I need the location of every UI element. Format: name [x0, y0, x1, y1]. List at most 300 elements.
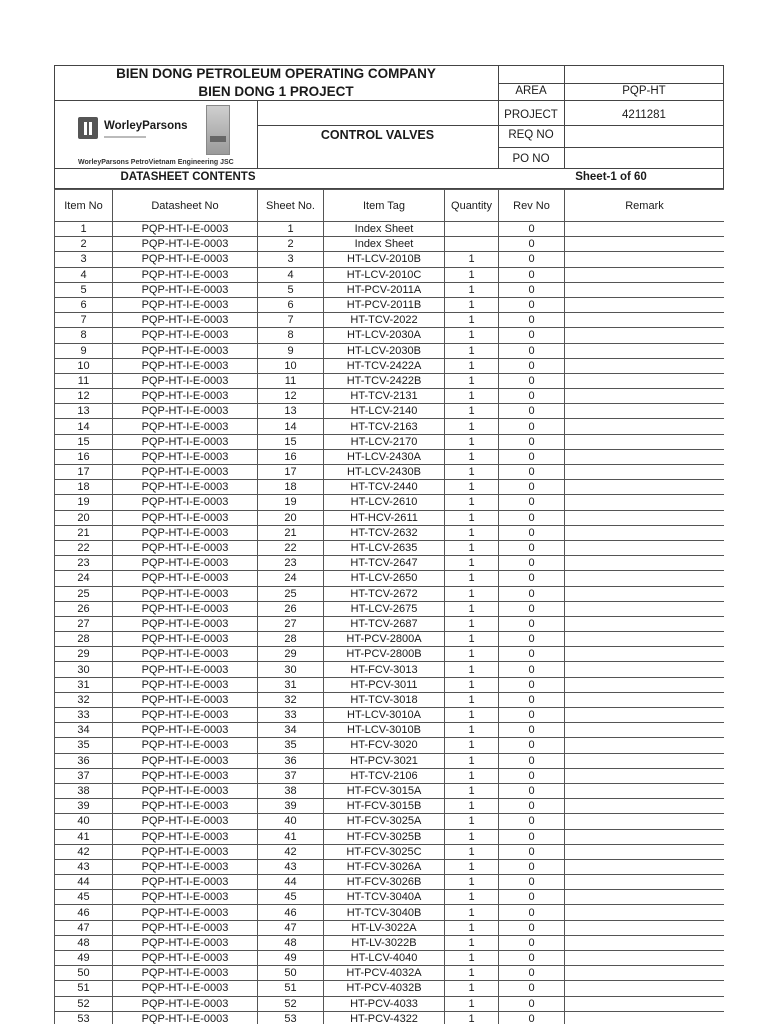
item-tag-cell: HT-LV-3022B: [324, 935, 445, 950]
quantity-cell: 1: [445, 844, 499, 859]
table-row: [55, 753, 725, 768]
remark-cell: [565, 662, 725, 677]
rev-no-cell: 0: [499, 951, 565, 966]
table-row: [55, 222, 725, 237]
sheet-no-cell: 10: [258, 358, 324, 373]
quantity-cell: 1: [445, 449, 499, 464]
document-title: CONTROL VALVES: [320, 128, 435, 142]
rev-no-cell: 0: [499, 905, 565, 920]
item-tag-cell: HT-TCV-3040A: [324, 890, 445, 905]
item-tag-cell: HT-FCV-3015A: [324, 783, 445, 798]
quantity-cell: 1: [445, 829, 499, 844]
item-no-cell: 18: [55, 480, 113, 495]
table-row: [55, 434, 725, 449]
sheet-no-cell: 26: [258, 601, 324, 616]
worleyparsons-logo: [78, 117, 202, 145]
datasheet-no-cell: PQP-HT-I-E-0003: [113, 1011, 258, 1024]
quantity-cell: 1: [445, 935, 499, 950]
item-tag-cell: Index Sheet: [324, 222, 445, 237]
quantity-cell: 1: [445, 753, 499, 768]
item-tag-cell: HT-TCV-2022: [324, 313, 445, 328]
rev-no-cell: 0: [499, 282, 565, 297]
sheet-no-cell: 16: [258, 449, 324, 464]
rev-no-cell: 0: [499, 571, 565, 586]
sheet-no-cell: 50: [258, 966, 324, 981]
table-row: [55, 920, 725, 935]
item-tag-cell: HT-LCV-2010B: [324, 252, 445, 267]
datasheet-no-cell: PQP-HT-I-E-0003: [113, 981, 258, 996]
item-tag-cell: HT-FCV-3026A: [324, 859, 445, 874]
remark-cell: [565, 1011, 725, 1024]
item-no-cell: 47: [55, 920, 113, 935]
datasheet-no-cell: PQP-HT-I-E-0003: [113, 571, 258, 586]
remark-cell: [565, 981, 725, 996]
rev-no-cell: 0: [499, 768, 565, 783]
remark-cell: [565, 222, 725, 237]
rev-no-cell: 0: [499, 723, 565, 738]
item-tag-cell: HT-FCV-3015B: [324, 799, 445, 814]
remark-cell: [565, 419, 725, 434]
project-label: PROJECT: [504, 109, 558, 121]
item-no-cell: 1: [55, 222, 113, 237]
col-header-rev-no: Rev No: [499, 190, 565, 222]
remark-cell: [565, 434, 725, 449]
rev-no-cell: 0: [499, 389, 565, 404]
rev-no-cell: 0: [499, 419, 565, 434]
quantity-cell: 1: [445, 252, 499, 267]
sheet-no-cell: 49: [258, 951, 324, 966]
remark-cell: [565, 951, 725, 966]
sheet-no-cell: 51: [258, 981, 324, 996]
table-row: [55, 905, 725, 920]
sheet-no-cell: 13: [258, 404, 324, 419]
col-header-sheet-no: Sheet No.: [258, 190, 324, 222]
sheet-no-cell: 20: [258, 510, 324, 525]
item-no-cell: 37: [55, 768, 113, 783]
quantity-cell: 1: [445, 358, 499, 373]
item-no-cell: 42: [55, 844, 113, 859]
item-no-cell: 30: [55, 662, 113, 677]
datasheet-page: [54, 65, 724, 1024]
quantity-cell: 1: [445, 434, 499, 449]
quantity-cell: 1: [445, 419, 499, 434]
item-no-cell: 12: [55, 389, 113, 404]
quantity-cell: 1: [445, 373, 499, 388]
remark-cell: [565, 783, 725, 798]
remark-cell: [565, 844, 725, 859]
sheet-no-cell: 29: [258, 647, 324, 662]
remark-cell: [565, 723, 725, 738]
quantity-cell: [445, 222, 499, 237]
rev-no-cell: 0: [499, 313, 565, 328]
table-row: [55, 373, 725, 388]
sheet-no-cell: 43: [258, 859, 324, 874]
datasheet-no-cell: PQP-HT-I-E-0003: [113, 328, 258, 343]
datasheet-no-cell: PQP-HT-I-E-0003: [113, 692, 258, 707]
remark-cell: [565, 647, 725, 662]
remark-cell: [565, 768, 725, 783]
table-row: [55, 449, 725, 464]
rev-no-cell: 0: [499, 966, 565, 981]
table-row: [55, 358, 725, 373]
item-no-cell: 34: [55, 723, 113, 738]
quantity-cell: 1: [445, 677, 499, 692]
quantity-cell: 1: [445, 692, 499, 707]
quantity-cell: 1: [445, 783, 499, 798]
table-row: [55, 768, 725, 783]
item-no-cell: 4: [55, 267, 113, 282]
project-title: BIEN DONG 1 PROJECT: [198, 84, 354, 99]
datasheet-no-cell: PQP-HT-I-E-0003: [113, 829, 258, 844]
rev-no-cell: 0: [499, 616, 565, 631]
remark-cell: [565, 343, 725, 358]
remark-cell: [565, 920, 725, 935]
logo-mark-icon: [78, 117, 98, 139]
rev-no-cell: 0: [499, 844, 565, 859]
datasheet-no-cell: PQP-HT-I-E-0003: [113, 373, 258, 388]
datasheet-no-cell: PQP-HT-I-E-0003: [113, 616, 258, 631]
item-no-cell: 51: [55, 981, 113, 996]
table-row: [55, 783, 725, 798]
remark-cell: [565, 252, 725, 267]
item-tag-cell: HT-LCV-2140: [324, 404, 445, 419]
remark-cell: [565, 875, 725, 890]
item-no-cell: 27: [55, 616, 113, 631]
datasheet-no-cell: PQP-HT-I-E-0003: [113, 783, 258, 798]
item-no-cell: 21: [55, 525, 113, 540]
datasheet-no-cell: PQP-HT-I-E-0003: [113, 449, 258, 464]
col-header-quantity: Quantity: [445, 190, 499, 222]
remark-cell: [565, 829, 725, 844]
table-row: [55, 540, 725, 555]
sheet-no-cell: 28: [258, 632, 324, 647]
table-row: [55, 692, 725, 707]
datasheet-no-cell: PQP-HT-I-E-0003: [113, 404, 258, 419]
table-row: [55, 601, 725, 616]
table-row: [55, 267, 725, 282]
rev-no-cell: 0: [499, 738, 565, 753]
rev-no-cell: 0: [499, 935, 565, 950]
datasheet-no-cell: PQP-HT-I-E-0003: [113, 343, 258, 358]
table-row: [55, 662, 725, 677]
sheet-no-cell: 31: [258, 677, 324, 692]
remark-cell: [565, 465, 725, 480]
quantity-cell: 1: [445, 996, 499, 1011]
item-tag-cell: HT-TCV-2687: [324, 616, 445, 631]
item-tag-cell: HT-LCV-2635: [324, 540, 445, 555]
table-header-row: [55, 190, 725, 222]
datasheet-no-cell: PQP-HT-I-E-0003: [113, 601, 258, 616]
quantity-cell: 1: [445, 404, 499, 419]
sheet-no-cell: 25: [258, 586, 324, 601]
rev-no-cell: 0: [499, 859, 565, 874]
table-row: [55, 1011, 725, 1024]
remark-cell: [565, 708, 725, 723]
table-row: [55, 389, 725, 404]
remark-cell: [565, 601, 725, 616]
quantity-cell: 1: [445, 708, 499, 723]
table-row: [55, 419, 725, 434]
datasheet-no-cell: PQP-HT-I-E-0003: [113, 237, 258, 252]
item-no-cell: 26: [55, 601, 113, 616]
table-row: [55, 571, 725, 586]
sheet-no-cell: 4: [258, 267, 324, 282]
item-tag-cell: HT-FCV-3020: [324, 738, 445, 753]
quantity-cell: 1: [445, 297, 499, 312]
item-tag-cell: Index Sheet: [324, 237, 445, 252]
datasheet-no-cell: PQP-HT-I-E-0003: [113, 419, 258, 434]
item-tag-cell: HT-PCV-2011A: [324, 282, 445, 297]
item-tag-cell: HT-LCV-2030A: [324, 328, 445, 343]
item-tag-cell: HT-PCV-2011B: [324, 297, 445, 312]
table-row: [55, 647, 725, 662]
remark-cell: [565, 799, 725, 814]
item-no-cell: 19: [55, 495, 113, 510]
item-tag-cell: HT-PCV-3021: [324, 753, 445, 768]
quantity-cell: 1: [445, 966, 499, 981]
datasheet-no-cell: PQP-HT-I-E-0003: [113, 480, 258, 495]
rev-no-cell: 0: [499, 783, 565, 798]
table-row: [55, 465, 725, 480]
item-tag-cell: HT-TCV-2422B: [324, 373, 445, 388]
datasheet-no-cell: PQP-HT-I-E-0003: [113, 662, 258, 677]
quantity-cell: 1: [445, 525, 499, 540]
item-tag-cell: HT-FCV-3013: [324, 662, 445, 677]
rev-no-cell: 0: [499, 222, 565, 237]
item-tag-cell: HT-HCV-2611: [324, 510, 445, 525]
datasheet-no-cell: PQP-HT-I-E-0003: [113, 525, 258, 540]
title-block: [54, 65, 724, 189]
item-tag-cell: HT-LCV-2430A: [324, 449, 445, 464]
sheet-no-cell: 27: [258, 616, 324, 631]
item-no-cell: 45: [55, 890, 113, 905]
sheet-no-cell: 9: [258, 343, 324, 358]
quantity-cell: [445, 237, 499, 252]
remark-cell: [565, 495, 725, 510]
item-tag-cell: HT-TCV-2163: [324, 419, 445, 434]
datasheet-no-cell: PQP-HT-I-E-0003: [113, 267, 258, 282]
table-row: [55, 829, 725, 844]
quantity-cell: 1: [445, 495, 499, 510]
remark-cell: [565, 586, 725, 601]
remark-cell: [565, 738, 725, 753]
datasheet-no-cell: PQP-HT-I-E-0003: [113, 859, 258, 874]
sheet-no-cell: 39: [258, 799, 324, 814]
remark-cell: [565, 358, 725, 373]
sheet-no-cell: 22: [258, 540, 324, 555]
datasheet-no-cell: PQP-HT-I-E-0003: [113, 647, 258, 662]
sheet-no-cell: 34: [258, 723, 324, 738]
quantity-cell: 1: [445, 616, 499, 631]
table-row: [55, 859, 725, 874]
po-no-label: PO NO: [512, 153, 550, 165]
remark-cell: [565, 890, 725, 905]
remark-cell: [565, 556, 725, 571]
col-header-item-no: Item No: [55, 190, 113, 222]
datasheet-no-cell: PQP-HT-I-E-0003: [113, 632, 258, 647]
rev-no-cell: 0: [499, 662, 565, 677]
table-row: [55, 708, 725, 723]
quantity-cell: 1: [445, 282, 499, 297]
sheet-no-cell: 11: [258, 373, 324, 388]
item-tag-cell: HT-LCV-2610: [324, 495, 445, 510]
item-no-cell: 29: [55, 647, 113, 662]
logo-name: WorleyParsons: [104, 120, 188, 132]
remark-cell: [565, 966, 725, 981]
datasheet-no-cell: PQP-HT-I-E-0003: [113, 510, 258, 525]
remark-cell: [565, 571, 725, 586]
company-tagline: WorleyParsons PetroVietnam Engineering JSC: [78, 159, 234, 166]
item-tag-cell: HT-LCV-2650: [324, 571, 445, 586]
rev-no-cell: 0: [499, 1011, 565, 1024]
item-tag-cell: HT-TCV-2106: [324, 768, 445, 783]
item-no-cell: 49: [55, 951, 113, 966]
datasheet-no-cell: PQP-HT-I-E-0003: [113, 738, 258, 753]
table-row: [55, 252, 725, 267]
item-no-cell: 38: [55, 783, 113, 798]
remark-cell: [565, 389, 725, 404]
quantity-cell: 1: [445, 1011, 499, 1024]
datasheet-no-cell: PQP-HT-I-E-0003: [113, 951, 258, 966]
table-row: [55, 313, 725, 328]
item-tag-cell: HT-TCV-2131: [324, 389, 445, 404]
sheet-no-cell: 42: [258, 844, 324, 859]
datasheet-no-cell: PQP-HT-I-E-0003: [113, 586, 258, 601]
quantity-cell: 1: [445, 267, 499, 282]
item-no-cell: 52: [55, 996, 113, 1011]
rev-no-cell: 0: [499, 677, 565, 692]
remark-cell: [565, 525, 725, 540]
item-tag-cell: HT-LCV-2030B: [324, 343, 445, 358]
table-row: [55, 480, 725, 495]
item-tag-cell: HT-PCV-2800B: [324, 647, 445, 662]
col-header-datasheet-no: Datasheet No: [113, 190, 258, 222]
rev-no-cell: 0: [499, 373, 565, 388]
item-no-cell: 32: [55, 692, 113, 707]
sheet-no-cell: 35: [258, 738, 324, 753]
item-no-cell: 7: [55, 313, 113, 328]
quantity-cell: 1: [445, 571, 499, 586]
item-tag-cell: HT-LCV-2430B: [324, 465, 445, 480]
company-name: BIEN DONG PETROLEUM OPERATING COMPANY: [116, 66, 436, 81]
sheet-no-cell: 8: [258, 328, 324, 343]
datasheet-no-cell: PQP-HT-I-E-0003: [113, 920, 258, 935]
datasheet-no-cell: PQP-HT-I-E-0003: [113, 875, 258, 890]
quantity-cell: 1: [445, 632, 499, 647]
rev-no-cell: 0: [499, 753, 565, 768]
item-tag-cell: HT-PCV-4322: [324, 1011, 445, 1024]
rev-no-cell: 0: [499, 647, 565, 662]
table-row: [55, 297, 725, 312]
datasheet-no-cell: PQP-HT-I-E-0003: [113, 935, 258, 950]
rev-no-cell: 0: [499, 267, 565, 282]
quantity-cell: 1: [445, 738, 499, 753]
rev-no-cell: 0: [499, 556, 565, 571]
remark-cell: [565, 404, 725, 419]
item-no-cell: 48: [55, 935, 113, 950]
quantity-cell: 1: [445, 890, 499, 905]
sheet-no-cell: 32: [258, 692, 324, 707]
rev-no-cell: 0: [499, 920, 565, 935]
datasheet-no-cell: PQP-HT-I-E-0003: [113, 905, 258, 920]
rev-no-cell: 0: [499, 480, 565, 495]
quantity-cell: 1: [445, 556, 499, 571]
quantity-cell: 1: [445, 647, 499, 662]
quantity-cell: 1: [445, 313, 499, 328]
rev-no-cell: 0: [499, 434, 565, 449]
sheet-no-cell: 41: [258, 829, 324, 844]
quantity-cell: 1: [445, 905, 499, 920]
item-no-cell: 9: [55, 343, 113, 358]
rev-no-cell: 0: [499, 297, 565, 312]
sheet-no-cell: 44: [258, 875, 324, 890]
remark-cell: [565, 328, 725, 343]
rev-no-cell: 0: [499, 495, 565, 510]
sheet-no-cell: 33: [258, 708, 324, 723]
table-row: [55, 844, 725, 859]
item-no-cell: 35: [55, 738, 113, 753]
item-no-cell: 15: [55, 434, 113, 449]
item-tag-cell: HT-TCV-3040B: [324, 905, 445, 920]
sheet-number: Sheet-1 of 60: [575, 171, 647, 183]
remark-cell: [565, 449, 725, 464]
item-no-cell: 28: [55, 632, 113, 647]
remark-cell: [565, 267, 725, 282]
sheet-no-cell: 24: [258, 571, 324, 586]
sheet-no-cell: 47: [258, 920, 324, 935]
item-no-cell: 46: [55, 905, 113, 920]
item-tag-cell: HT-LCV-2170: [324, 434, 445, 449]
sheet-no-cell: 7: [258, 313, 324, 328]
col-header-remark: Remark: [565, 190, 725, 222]
sheet-no-cell: 17: [258, 465, 324, 480]
rev-no-cell: 0: [499, 237, 565, 252]
remark-cell: [565, 859, 725, 874]
table-row: [55, 966, 725, 981]
table-row: [55, 328, 725, 343]
datasheet-no-cell: PQP-HT-I-E-0003: [113, 556, 258, 571]
datasheet-no-cell: PQP-HT-I-E-0003: [113, 677, 258, 692]
sheet-no-cell: 37: [258, 768, 324, 783]
quantity-cell: 1: [445, 540, 499, 555]
item-no-cell: 20: [55, 510, 113, 525]
datasheet-contents-title: DATASHEET CONTENTS: [120, 171, 256, 183]
quantity-cell: 1: [445, 328, 499, 343]
table-row: [55, 981, 725, 996]
item-tag-cell: HT-FCV-3025A: [324, 814, 445, 829]
rev-no-cell: 0: [499, 829, 565, 844]
remark-cell: [565, 510, 725, 525]
item-tag-cell: HT-LCV-2010C: [324, 267, 445, 282]
contents-table: [54, 189, 724, 1024]
datasheet-no-cell: PQP-HT-I-E-0003: [113, 844, 258, 859]
sheet-no-cell: 46: [258, 905, 324, 920]
quantity-cell: 1: [445, 723, 499, 738]
table-row: [55, 282, 725, 297]
sheet-no-cell: 38: [258, 783, 324, 798]
rev-no-cell: 0: [499, 449, 565, 464]
datasheet-no-cell: PQP-HT-I-E-0003: [113, 708, 258, 723]
rev-no-cell: 0: [499, 799, 565, 814]
table-row: [55, 738, 725, 753]
table-row: [55, 525, 725, 540]
item-tag-cell: HT-PCV-4033: [324, 996, 445, 1011]
table-row: [55, 556, 725, 571]
item-tag-cell: HT-LV-3022A: [324, 920, 445, 935]
rev-no-cell: 0: [499, 586, 565, 601]
item-tag-cell: HT-TCV-2647: [324, 556, 445, 571]
item-tag-cell: HT-TCV-2672: [324, 586, 445, 601]
